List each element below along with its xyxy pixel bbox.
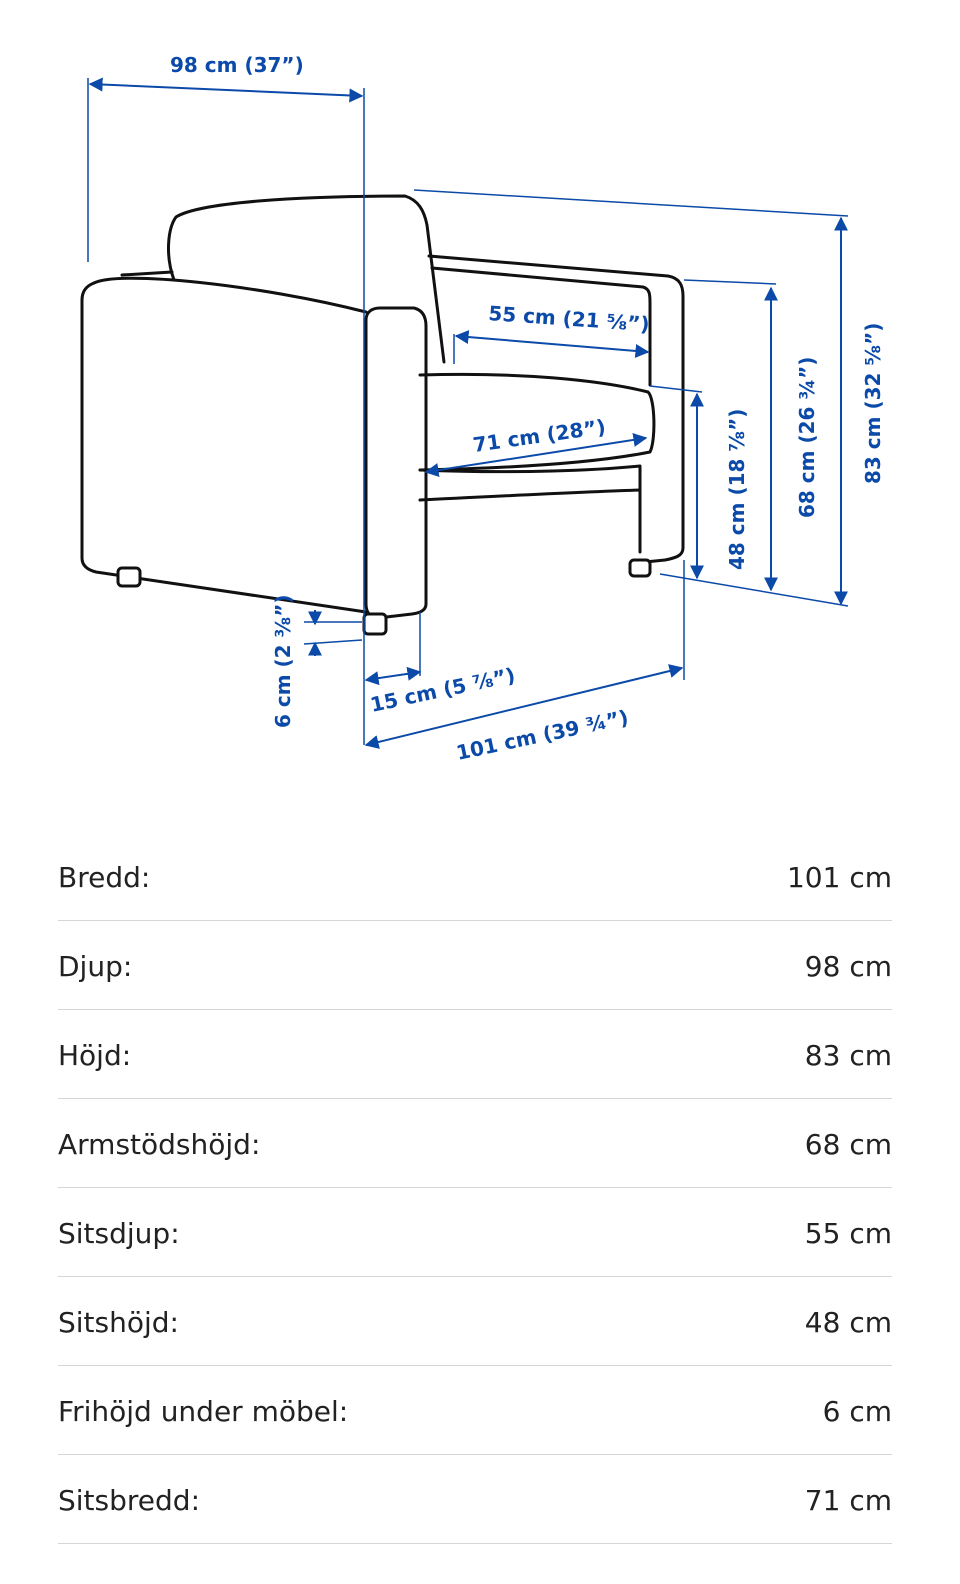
- dimension-diagram: [0, 0, 960, 790]
- spec-value: 55 cm: [804, 1216, 892, 1250]
- spec-value: 98 cm: [804, 949, 892, 983]
- label-seat-depth: 55 cm (21 ⅝”): [487, 301, 651, 337]
- spec-row-bredd: [58, 832, 892, 921]
- label-clearance: 6 cm (2 ⅜”): [271, 594, 295, 728]
- spec-row-armstodshojd: [58, 1099, 892, 1188]
- spec-label: Höjd:: [58, 1038, 132, 1072]
- label-total-height: 83 cm (32 ⅝”): [861, 322, 885, 484]
- spec-row-djup: [58, 921, 892, 1010]
- spec-value: 6 cm: [822, 1394, 892, 1428]
- label-seat-width: 71 cm (28”): [471, 414, 608, 457]
- label-depth-total: 98 cm (37”): [170, 53, 304, 77]
- spec-label: Frihöjd under möbel:: [58, 1394, 349, 1428]
- spec-label: Sitshöjd:: [58, 1305, 179, 1339]
- spec-label: Bredd:: [58, 860, 151, 894]
- label-seat-height: 48 cm (18 ⅞”): [725, 408, 749, 570]
- spec-label: Armstödshöjd:: [58, 1127, 261, 1161]
- armchair-outline: [82, 196, 683, 634]
- spec-value: 48 cm: [804, 1305, 892, 1339]
- dimension-labels: [170, 53, 885, 765]
- label-total-width: 101 cm (39 ¾”): [454, 704, 631, 765]
- spec-row-sitsdjup: [58, 1188, 892, 1277]
- specification-list: [58, 832, 892, 1544]
- spec-value: 71 cm: [804, 1483, 892, 1517]
- spec-row-hojd: [58, 1010, 892, 1099]
- spec-row-frihojd: [58, 1366, 892, 1455]
- armchair-drawing: [0, 0, 960, 790]
- spec-row-sitshojd: [58, 1277, 892, 1366]
- spec-row-sitsbredd: [58, 1455, 892, 1544]
- spec-value: 68 cm: [804, 1127, 892, 1161]
- label-armrest-height: 68 cm (26 ¾”): [795, 356, 819, 518]
- spec-label: Sitsbredd:: [58, 1483, 200, 1517]
- spec-value: 83 cm: [804, 1038, 892, 1072]
- label-arm-width: 15 cm (5 ⅞”): [368, 662, 518, 717]
- spec-value: 101 cm: [786, 860, 892, 894]
- spec-label: Sitsdjup:: [58, 1216, 180, 1250]
- spec-label: Djup:: [58, 949, 133, 983]
